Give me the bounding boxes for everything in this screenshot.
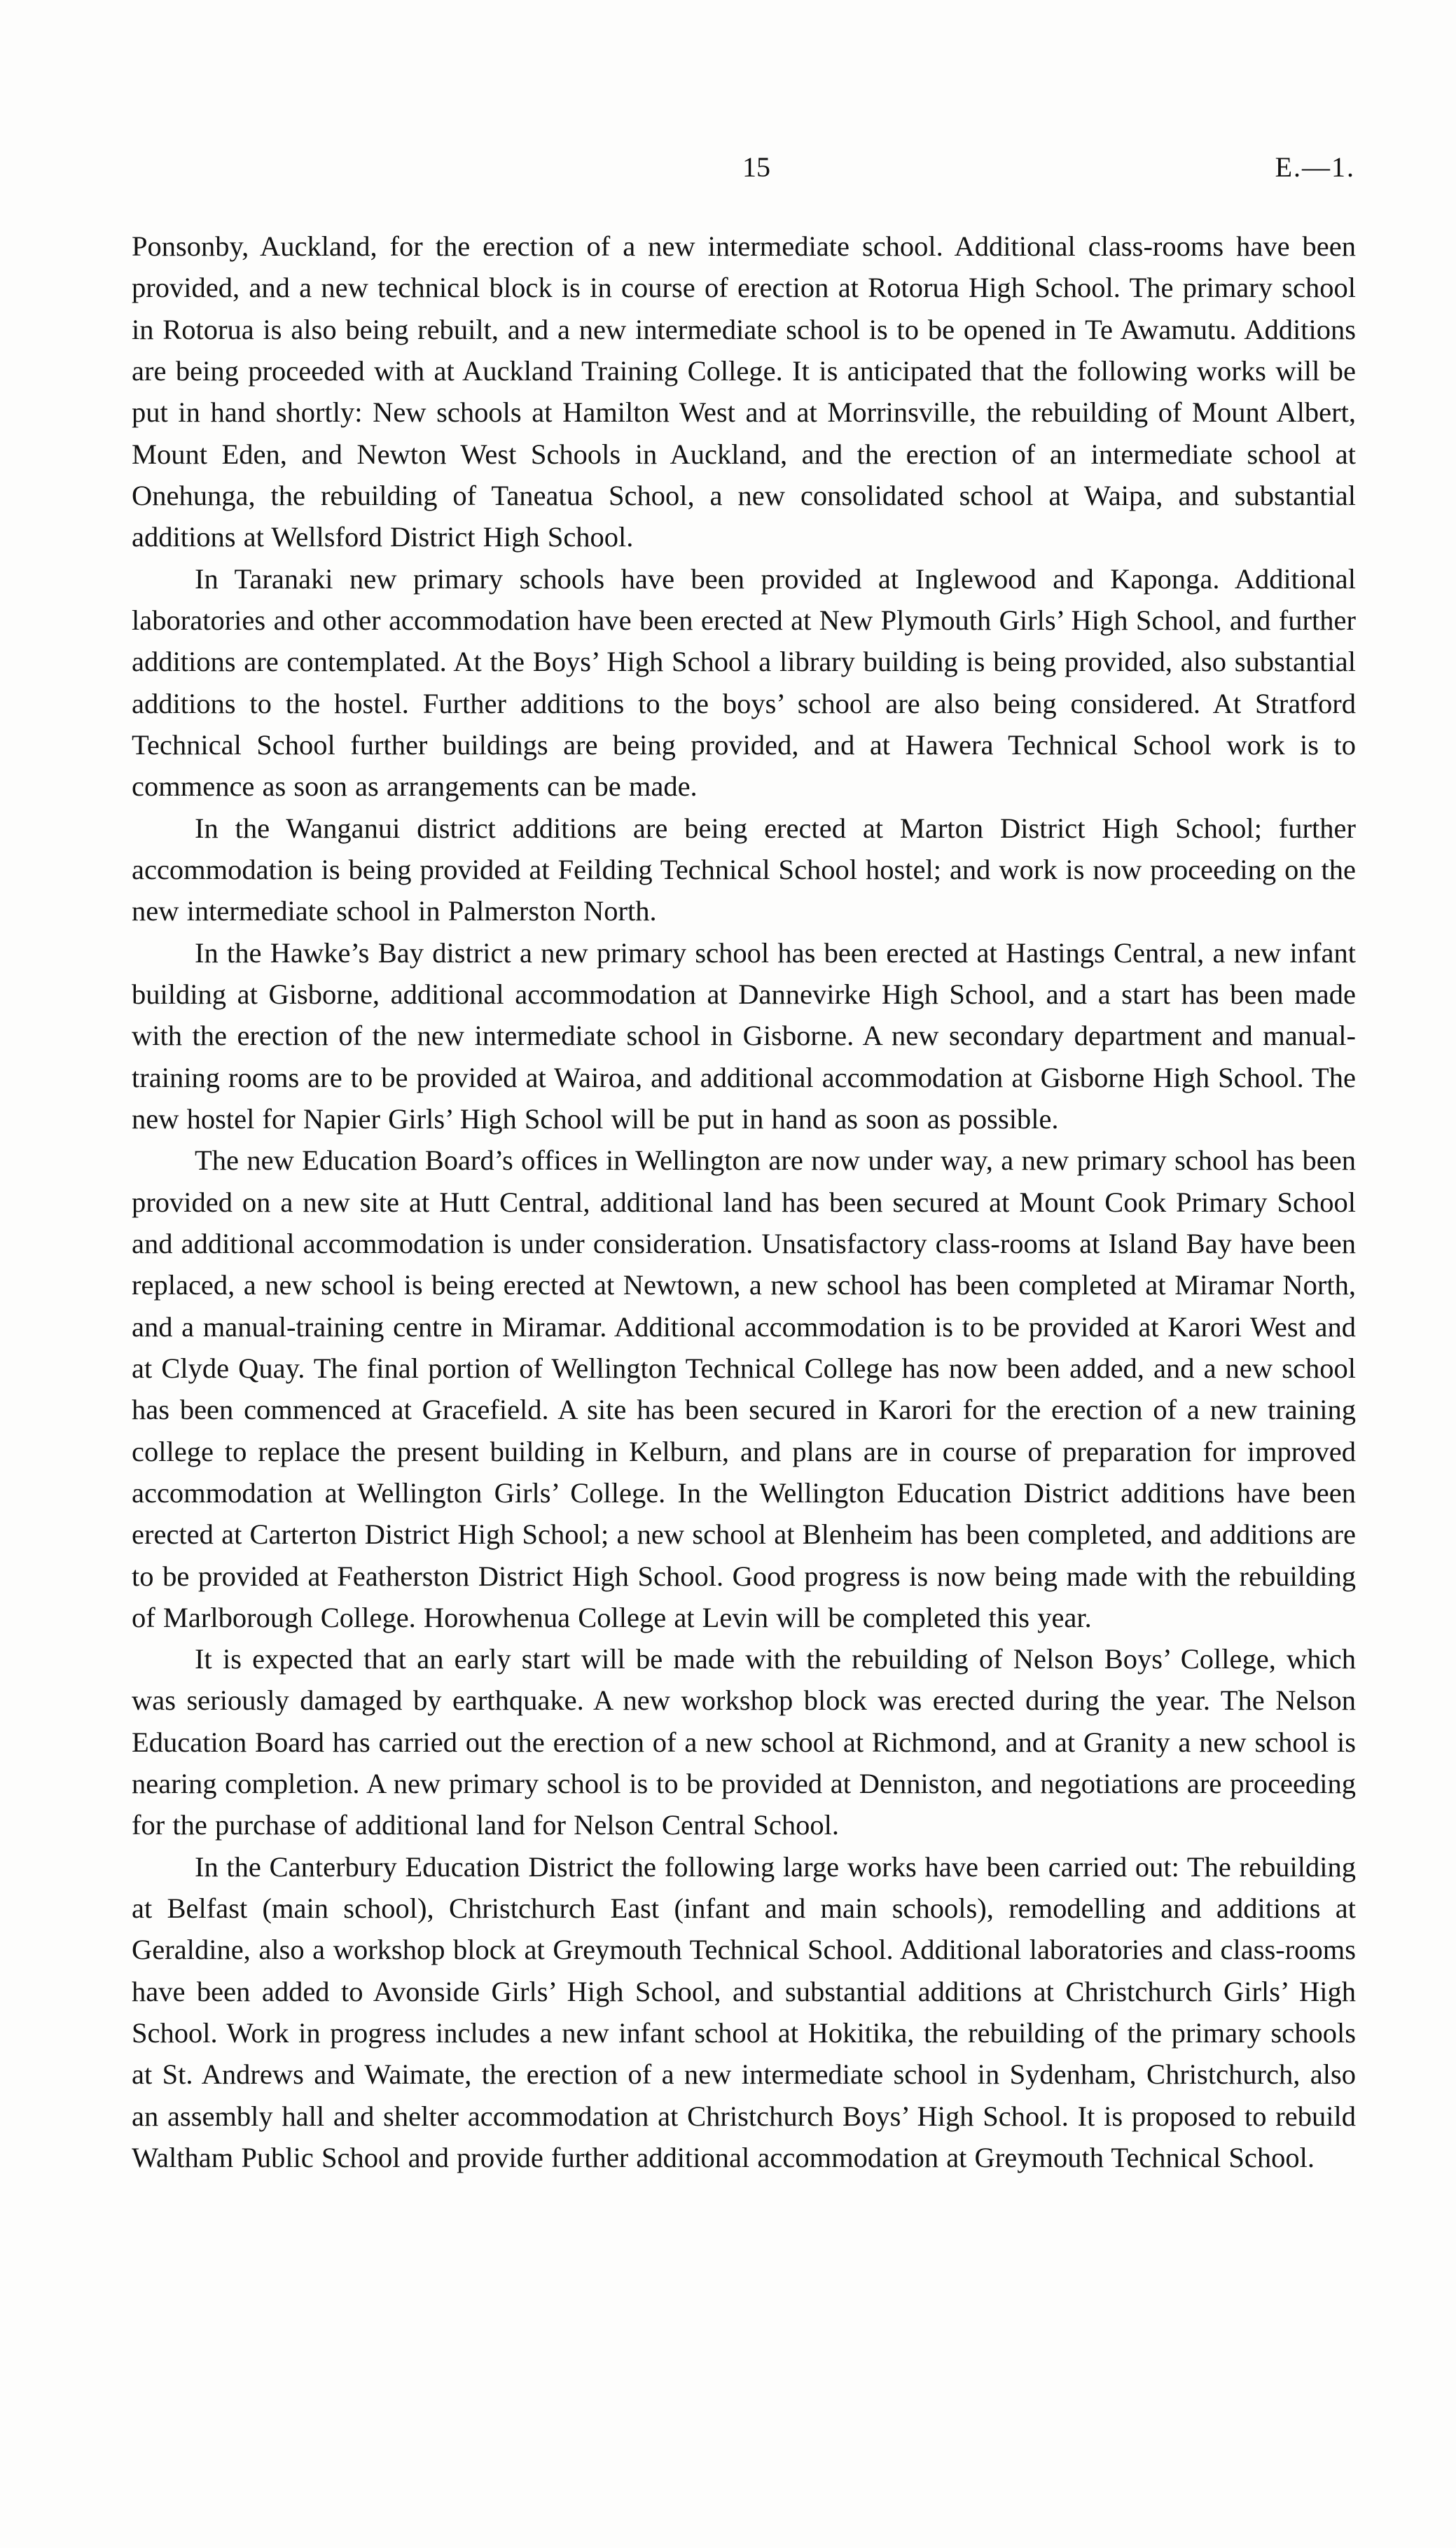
paragraph-wanganui: In the Wanganui district additions are being erected at Marton District High School; further accommodation is being provided at Feilding Technical School hostel; and work is now proceeding on the new intermediate school in Palmerston North. bbox=[132, 812, 1356, 927]
paragraph-hawkes-bay: In the Hawke’s Bay district a new primary school has been erected at Hastings Central, a new infant building at Gisborne, additional accommodation at Dannevirke High School, and a start has been made with the erection of the new intermediate school in Gisborne. A new secondary department and manual-training rooms are to be provided at Wairoa, and additional accommodation at Gisborne High School. The new hostel for Napier Girls’ High School will be put in hand as soon as possible. bbox=[132, 936, 1356, 1135]
paragraph-auckland-continued: Ponsonby, Auckland, for the erection of a new intermediate school. Additional class-rooms have been provided, and a new technical block is in course of erection at Rotorua High School. The primary school in Rotorua is also being rebuilt, and a new intermediate school is to be opened in Te Awamutu. Additions are being proceeded with at Auckland Training College. It is anticipated that the following works will be put in hand shortly: New schools at Hamilton West and at Morrinsville, the rebuilding of Mount Albert, Mount Eden, and Newton West Schools in Auckland, and the erection of an intermediate school at Onehunga, the rebuilding of Taneatua School, a new consolidated school at Waipa, and substantial additions at Wellsford District High School. bbox=[132, 230, 1356, 553]
body-text bbox=[132, 226, 1356, 2178]
paragraph-canterbury: In the Canterbury Education District the following large works have been carried out: The rebuilding at Belfast (main school), Christchurch East (infant and main schools), remodelling and additions at Geraldine, also a workshop block at Greymouth Technical School. Additional laboratories and class-rooms have been added to Avonside Girls’ High School, and substantial additions at Christchurch Girls’ High School. Work in progress includes a new infant school at Hokitika, the rebuilding of the primary schools at St. Andrews and Waimate, the erection of a new intermediate school in Sydenham, Christchurch, also an assembly hall and shelter accommodation at Christchurch Boys’ High School. It is proposed to rebuild Waltham Public School and provide further additional accommodation at Greymouth Technical School. bbox=[132, 1850, 1356, 2174]
page-number: 15 bbox=[742, 151, 770, 183]
document-reference: E.—1. bbox=[1275, 151, 1355, 183]
paragraph-nelson: It is expected that an early start will be made with the rebuilding of Nelson Boys’ College, which was seriously damaged by earthquake. A new workshop block was erected during the year. The Nelson Education Board has carried out the erection of a new school at Richmond, and at Granity a new school is nearing completion. A new primary school is to be provided at Denniston, and negotiations are proceeding for the purchase of additional land for Nelson Central School. bbox=[132, 1643, 1356, 1841]
page-header bbox=[133, 151, 1355, 200]
paragraph-wellington: The new Education Board’s offices in Wellington are now under way, a new primary school has been provided on a new site at Hutt Central, additional land has been secured at Mount Cook Primary School and additional accommodation is under consideration. Unsatisfactory class-rooms at Island Bay have been replaced, a new school is being erected at Newtown, a new school has been completed at Miramar North, and a manual-training centre in Miramar. Additional accommodation is to be provided at Karori West and at Clyde Quay. The final portion of Wellington Technical College has now been added, and a new school has been commenced at Gracefield. A site has been secured in Karori for the erection of a new training college to replace the present building in Kelburn, and plans are in course of preparation for improved accommodation at Wellington Girls’ College. In the Wellington Education District additions have been erected at Carterton District High School; a new school at Blenheim has been completed, and additions are to be provided at Featherston District High School. Good progress is now being made with the rebuilding of Marlborough College. Horowhenua College at Levin will be completed this year. bbox=[132, 1144, 1356, 1633]
paragraph-taranaki: In Taranaki new primary schools have been provided at Inglewood and Kaponga. Additional laboratories and other accommodation have been erected at New Plymouth Girls’ High School, and further additions are contemplated. At the Boys’ High School a library building is being provided, also substantial additions to the hostel. Further additions to the boys’ school are also being considered. At Stratford Technical School further buildings are being provided, and at Hawera Technical School work is to commence as soon as arrangements can be made. bbox=[132, 562, 1356, 803]
